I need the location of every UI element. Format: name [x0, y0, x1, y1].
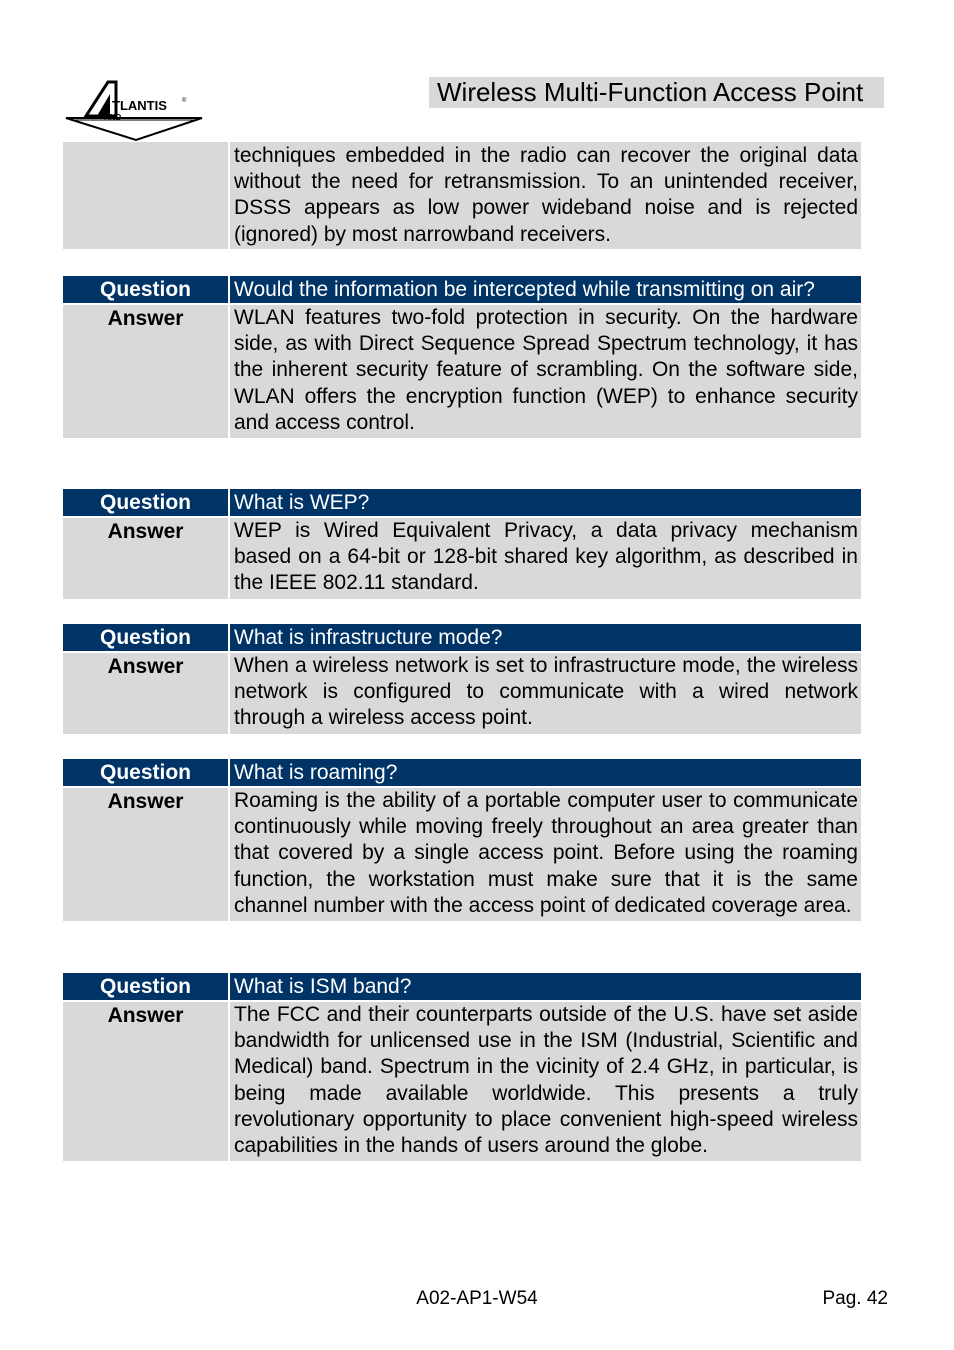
answer-text: The FCC and their counterparts outside of the U.S. have set aside bandwidth for unlicensed use in the ISM (Industrial, Scientific and Medical) band. Spectrum in the vicinity of 2.4 GHz, in particular, is being made available worldwide. This presents a truly revolutionary opportunity to place convenient high-speed wireless capabilities in the hands of users around the globe.: [230, 1002, 861, 1161]
empty-label-cell: [63, 142, 228, 249]
question-label: Question: [63, 759, 228, 786]
footer-page-number: Pag. 42: [822, 1288, 888, 1309]
footer-model-code: A02-AP1-W54: [416, 1288, 538, 1309]
qa-block-wep: [63, 489, 861, 599]
answer-text: WLAN features two-fold protection in security. On the hardware side, as with Direct Sequence Spread Spectrum technology, it has the inherent security feature of scrambling. On the software side, WLAN offers the encryption function (WEP) to enhance security and access control.: [230, 305, 861, 438]
answer-label: Answer: [63, 1002, 228, 1161]
question-text: What is WEP?: [230, 489, 861, 516]
svg-text:AND: AND: [104, 113, 122, 122]
question-label: Question: [63, 973, 228, 1000]
document-title: Wireless Multi-Function Access Point: [429, 77, 884, 108]
qa-block-interception: [63, 276, 861, 438]
answer-label: Answer: [63, 653, 228, 734]
qa-continuation: [63, 142, 861, 249]
qa-block-roaming: [63, 759, 861, 921]
answer-text: Roaming is the ability of a portable computer user to communicate continuously while moving freely throughout an area greater than that covered by a single access point. Before using the roaming function, the workstation must make sure that it is the same channel number with the access point of dedicated coverage area.: [230, 788, 861, 921]
question-text: What is roaming?: [230, 759, 861, 786]
qa-block-ism-band: [63, 973, 861, 1161]
svg-text:TLANTIS: TLANTIS: [112, 98, 167, 113]
answer-label: Answer: [63, 518, 228, 599]
qa-block-infrastructure: [63, 624, 861, 734]
answer-text: WEP is Wired Equivalent Privacy, a data privacy mechanism based on a 64-bit or 128-bit shared key algorithm, as described in the IEEE 802.11 standard.: [230, 518, 861, 599]
svg-text:®: ®: [182, 98, 187, 104]
question-label: Question: [63, 624, 228, 651]
question-label: Question: [63, 489, 228, 516]
question-text: Would the information be intercepted while transmitting on air?: [230, 276, 861, 303]
atlantis-land-logo: [64, 80, 204, 142]
question-text: What is infrastructure mode?: [230, 624, 861, 651]
answer-label: Answer: [63, 788, 228, 921]
answer-text: When a wireless network is set to infrastructure mode, the wireless network is configured to communicate with a wired network through a wireless access point.: [230, 653, 861, 734]
continuation-text: techniques embedded in the radio can recover the original data without the need for retransmission. To an unintended receiver, DSSS appears as low power wideband noise and is rejected (ignored) by most narrowband receivers.: [230, 142, 861, 249]
question-label: Question: [63, 276, 228, 303]
question-text: What is ISM band?: [230, 973, 861, 1000]
answer-label: Answer: [63, 305, 228, 438]
